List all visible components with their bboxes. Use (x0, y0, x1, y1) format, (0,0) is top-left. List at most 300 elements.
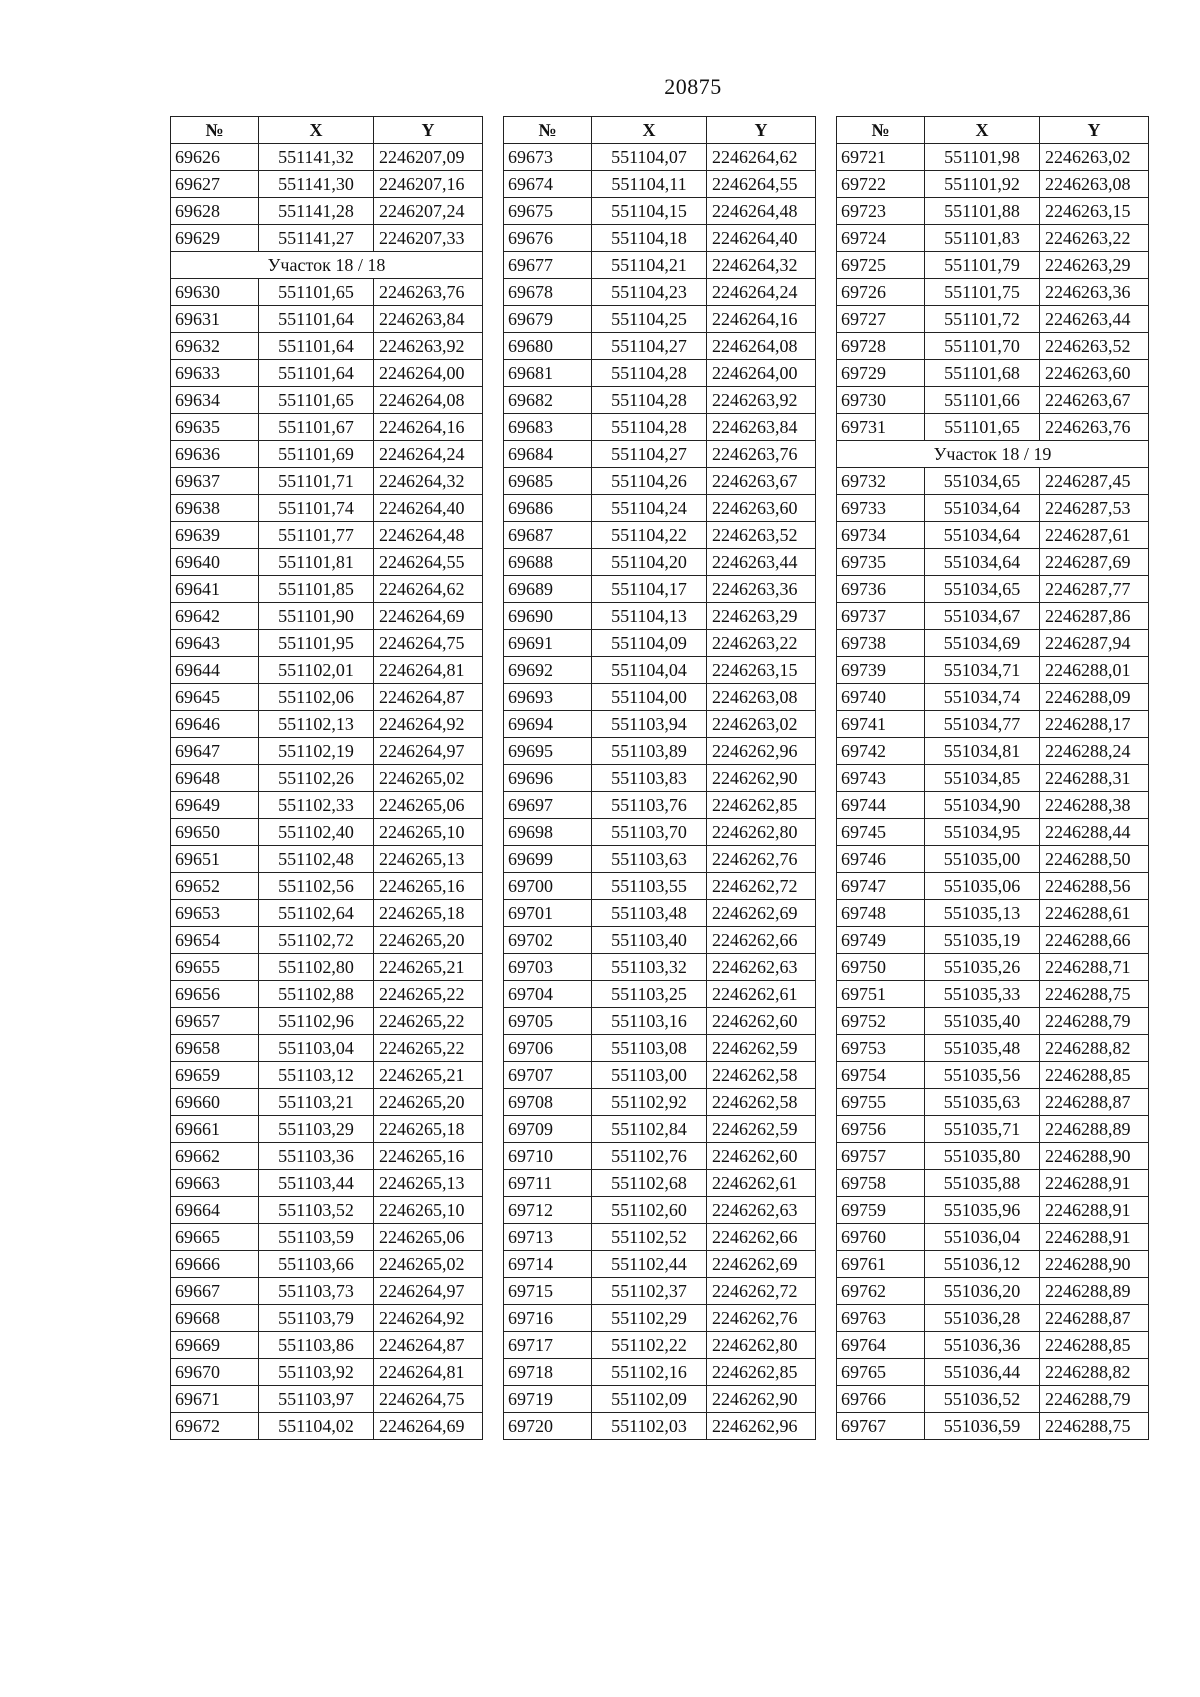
x-coordinate: 551104,09 (592, 630, 707, 657)
y-coordinate: 2246263,60 (707, 495, 816, 522)
point-number: 69661 (171, 1116, 259, 1143)
y-coordinate: 2246262,58 (707, 1089, 816, 1116)
x-coordinate: 551103,16 (592, 1008, 707, 1035)
x-coordinate: 551102,33 (259, 792, 374, 819)
x-coordinate: 551104,17 (592, 576, 707, 603)
x-coordinate: 551034,64 (925, 495, 1040, 522)
y-coordinate: 2246265,10 (374, 1197, 483, 1224)
x-coordinate: 551036,12 (925, 1251, 1040, 1278)
table-row (837, 576, 1149, 603)
table-row (504, 657, 816, 684)
x-coordinate: 551104,11 (592, 171, 707, 198)
y-coordinate: 2246287,53 (1040, 495, 1149, 522)
y-coordinate: 2246288,89 (1040, 1116, 1149, 1143)
x-coordinate: 551102,44 (592, 1251, 707, 1278)
y-coordinate: 2246288,09 (1040, 684, 1149, 711)
y-coordinate: 2246265,13 (374, 846, 483, 873)
table-row (504, 1224, 816, 1251)
y-coordinate: 2246288,87 (1040, 1305, 1149, 1332)
point-number: 69639 (171, 522, 259, 549)
x-coordinate: 551102,92 (592, 1089, 707, 1116)
x-coordinate: 551104,25 (592, 306, 707, 333)
point-number: 69697 (504, 792, 592, 819)
table-row (837, 1089, 1149, 1116)
table-row (837, 468, 1149, 495)
point-number: 69753 (837, 1035, 925, 1062)
point-number: 69750 (837, 954, 925, 981)
x-coordinate: 551104,00 (592, 684, 707, 711)
point-number: 69666 (171, 1251, 259, 1278)
y-coordinate: 2246263,44 (1040, 306, 1149, 333)
table-row (171, 1224, 483, 1251)
y-coordinate: 2246262,69 (707, 900, 816, 927)
point-number: 69707 (504, 1062, 592, 1089)
table-row (171, 1386, 483, 1413)
x-coordinate: 551103,48 (592, 900, 707, 927)
point-number: 69668 (171, 1305, 259, 1332)
x-coordinate: 551101,66 (925, 387, 1040, 414)
table-row (504, 360, 816, 387)
x-coordinate: 551102,03 (592, 1413, 707, 1440)
x-coordinate: 551101,90 (259, 603, 374, 630)
x-coordinate: 551101,77 (259, 522, 374, 549)
x-coordinate: 551104,20 (592, 549, 707, 576)
table-row (171, 1278, 483, 1305)
table-row (504, 603, 816, 630)
x-coordinate: 551103,08 (592, 1035, 707, 1062)
point-number: 69731 (837, 414, 925, 441)
section-row (837, 441, 1149, 468)
point-number: 69761 (837, 1251, 925, 1278)
table-row (837, 360, 1149, 387)
table-row (837, 1143, 1149, 1170)
x-coordinate: 551102,88 (259, 981, 374, 1008)
table-row (171, 387, 483, 414)
x-coordinate: 551034,81 (925, 738, 1040, 765)
table-row (837, 873, 1149, 900)
x-coordinate: 551102,72 (259, 927, 374, 954)
x-coordinate: 551034,90 (925, 792, 1040, 819)
y-coordinate: 2246264,75 (374, 630, 483, 657)
x-coordinate: 551035,56 (925, 1062, 1040, 1089)
table-row (837, 1332, 1149, 1359)
x-coordinate: 551034,65 (925, 468, 1040, 495)
x-coordinate: 551101,70 (925, 333, 1040, 360)
point-number: 69679 (504, 306, 592, 333)
point-number: 69627 (171, 171, 259, 198)
y-coordinate: 2246262,58 (707, 1062, 816, 1089)
y-coordinate: 2246263,15 (1040, 198, 1149, 225)
x-coordinate: 551102,40 (259, 819, 374, 846)
table-row (504, 1197, 816, 1224)
y-coordinate: 2246262,61 (707, 1170, 816, 1197)
point-number: 69732 (837, 468, 925, 495)
y-coordinate: 2246264,92 (374, 1305, 483, 1332)
table-row (837, 387, 1149, 414)
y-coordinate: 2246264,75 (374, 1386, 483, 1413)
point-number: 69671 (171, 1386, 259, 1413)
x-coordinate: 551034,64 (925, 522, 1040, 549)
point-number: 69720 (504, 1413, 592, 1440)
x-coordinate: 551101,75 (925, 279, 1040, 306)
header-row (504, 117, 816, 144)
table-row (837, 684, 1149, 711)
x-coordinate: 551101,65 (259, 279, 374, 306)
point-number: 69740 (837, 684, 925, 711)
point-number: 69641 (171, 576, 259, 603)
x-coordinate: 551035,63 (925, 1089, 1040, 1116)
table-row (171, 360, 483, 387)
x-coordinate: 551035,06 (925, 873, 1040, 900)
table-row (504, 900, 816, 927)
y-coordinate: 2246207,16 (374, 171, 483, 198)
point-number: 69725 (837, 252, 925, 279)
point-number: 69665 (171, 1224, 259, 1251)
x-coordinate: 551103,66 (259, 1251, 374, 1278)
table-row (171, 900, 483, 927)
y-coordinate: 2246263,60 (1040, 360, 1149, 387)
x-coordinate: 551103,40 (592, 927, 707, 954)
x-coordinate: 551103,59 (259, 1224, 374, 1251)
x-coordinate: 551101,69 (259, 441, 374, 468)
x-coordinate: 551102,96 (259, 1008, 374, 1035)
x-coordinate: 551141,30 (259, 171, 374, 198)
table-row (504, 684, 816, 711)
table-row (837, 630, 1149, 657)
x-coordinate: 551102,01 (259, 657, 374, 684)
x-coordinate: 551101,65 (259, 387, 374, 414)
y-coordinate: 2246288,87 (1040, 1089, 1149, 1116)
table-row (504, 630, 816, 657)
table-row (171, 1359, 483, 1386)
x-coordinate: 551104,22 (592, 522, 707, 549)
point-number: 69674 (504, 171, 592, 198)
x-coordinate: 551101,88 (925, 198, 1040, 225)
x-coordinate: 551036,36 (925, 1332, 1040, 1359)
y-coordinate: 2246264,32 (374, 468, 483, 495)
table-row (837, 171, 1149, 198)
point-number: 69723 (837, 198, 925, 225)
y-coordinate: 2246288,17 (1040, 711, 1149, 738)
y-coordinate: 2246263,36 (707, 576, 816, 603)
table-row (171, 279, 483, 306)
point-number: 69709 (504, 1116, 592, 1143)
point-number: 69747 (837, 873, 925, 900)
point-number: 69636 (171, 441, 259, 468)
y-coordinate: 2246207,33 (374, 225, 483, 252)
table-row (171, 333, 483, 360)
point-number: 69733 (837, 495, 925, 522)
table-body (504, 144, 816, 1440)
y-coordinate: 2246264,00 (374, 360, 483, 387)
y-coordinate: 2246262,85 (707, 1359, 816, 1386)
point-number: 69746 (837, 846, 925, 873)
point-number: 69664 (171, 1197, 259, 1224)
y-coordinate: 2246262,72 (707, 873, 816, 900)
x-coordinate: 551141,28 (259, 198, 374, 225)
x-coordinate: 551035,80 (925, 1143, 1040, 1170)
point-number: 69638 (171, 495, 259, 522)
table-row (171, 846, 483, 873)
point-number: 69646 (171, 711, 259, 738)
x-coordinate: 551104,28 (592, 360, 707, 387)
x-coordinate: 551101,65 (925, 414, 1040, 441)
y-coordinate: 2246264,81 (374, 1359, 483, 1386)
x-coordinate: 551101,68 (925, 360, 1040, 387)
x-coordinate: 551103,52 (259, 1197, 374, 1224)
table-row (837, 1251, 1149, 1278)
coordinates-table-2 (503, 116, 816, 1440)
y-coordinate: 2246288,91 (1040, 1197, 1149, 1224)
point-number: 69698 (504, 819, 592, 846)
x-coordinate: 551104,04 (592, 657, 707, 684)
table-row (504, 495, 816, 522)
y-coordinate: 2246207,24 (374, 198, 483, 225)
table-row (837, 711, 1149, 738)
point-number: 69764 (837, 1332, 925, 1359)
y-coordinate: 2246264,08 (707, 333, 816, 360)
y-coordinate: 2246265,22 (374, 981, 483, 1008)
table-row (837, 657, 1149, 684)
x-coordinate: 551036,52 (925, 1386, 1040, 1413)
x-coordinate: 551104,02 (259, 1413, 374, 1440)
table-row (504, 981, 816, 1008)
x-coordinate: 551141,27 (259, 225, 374, 252)
y-coordinate: 2246287,45 (1040, 468, 1149, 495)
table-row (171, 1170, 483, 1197)
y-coordinate: 2246265,18 (374, 900, 483, 927)
y-coordinate: 2246288,31 (1040, 765, 1149, 792)
table-row (837, 1008, 1149, 1035)
x-coordinate: 551102,60 (592, 1197, 707, 1224)
y-coordinate: 2246264,62 (707, 144, 816, 171)
y-coordinate: 2246263,02 (707, 711, 816, 738)
table-row (837, 819, 1149, 846)
x-coordinate: 551036,28 (925, 1305, 1040, 1332)
y-coordinate: 2246265,13 (374, 1170, 483, 1197)
point-number: 69724 (837, 225, 925, 252)
y-coordinate: 2246288,24 (1040, 738, 1149, 765)
y-coordinate: 2246288,75 (1040, 981, 1149, 1008)
header-y: Y (1040, 117, 1149, 144)
table-row (837, 1224, 1149, 1251)
header-row (171, 117, 483, 144)
header-y: Y (374, 117, 483, 144)
point-number: 69734 (837, 522, 925, 549)
y-coordinate: 2246288,66 (1040, 927, 1149, 954)
x-coordinate: 551101,71 (259, 468, 374, 495)
point-number: 69643 (171, 630, 259, 657)
y-coordinate: 2246263,67 (1040, 387, 1149, 414)
y-coordinate: 2246264,62 (374, 576, 483, 603)
table-row (504, 468, 816, 495)
table-row (504, 306, 816, 333)
x-coordinate: 551101,98 (925, 144, 1040, 171)
y-coordinate: 2246288,91 (1040, 1224, 1149, 1251)
table-row (504, 711, 816, 738)
point-number: 69651 (171, 846, 259, 873)
table-row (171, 954, 483, 981)
x-coordinate: 551102,64 (259, 900, 374, 927)
point-number: 69714 (504, 1251, 592, 1278)
y-coordinate: 2246264,87 (374, 684, 483, 711)
table-row (504, 1170, 816, 1197)
x-coordinate: 551103,32 (592, 954, 707, 981)
y-coordinate: 2246263,22 (707, 630, 816, 657)
table-row (171, 792, 483, 819)
y-coordinate: 2246263,76 (1040, 414, 1149, 441)
table-row (837, 792, 1149, 819)
table-row (171, 1062, 483, 1089)
point-number: 69662 (171, 1143, 259, 1170)
x-coordinate: 551101,81 (259, 549, 374, 576)
table-row (171, 1305, 483, 1332)
table-row (504, 1062, 816, 1089)
y-coordinate: 2246264,97 (374, 1278, 483, 1305)
point-number: 69626 (171, 144, 259, 171)
table-row (837, 1305, 1149, 1332)
table-row (171, 576, 483, 603)
y-coordinate: 2246288,50 (1040, 846, 1149, 873)
x-coordinate: 551036,20 (925, 1278, 1040, 1305)
point-number: 69650 (171, 819, 259, 846)
x-coordinate: 551141,32 (259, 144, 374, 171)
x-coordinate: 551102,19 (259, 738, 374, 765)
point-number: 69702 (504, 927, 592, 954)
table-row (837, 738, 1149, 765)
point-number: 69722 (837, 171, 925, 198)
x-coordinate: 551035,96 (925, 1197, 1040, 1224)
table-row (504, 441, 816, 468)
table-row (504, 576, 816, 603)
x-coordinate: 551034,65 (925, 576, 1040, 603)
table-row (171, 441, 483, 468)
y-coordinate: 2246263,76 (374, 279, 483, 306)
table-row (837, 1035, 1149, 1062)
table-row (171, 1116, 483, 1143)
y-coordinate: 2246262,90 (707, 765, 816, 792)
table-row (504, 1305, 816, 1332)
table-row (171, 225, 483, 252)
point-number: 69767 (837, 1413, 925, 1440)
y-coordinate: 2246263,84 (707, 414, 816, 441)
header-x: X (259, 117, 374, 144)
table-row (837, 279, 1149, 306)
y-coordinate: 2246264,48 (707, 198, 816, 225)
y-coordinate: 2246265,16 (374, 873, 483, 900)
x-coordinate: 551104,21 (592, 252, 707, 279)
point-number: 69683 (504, 414, 592, 441)
point-number: 69644 (171, 657, 259, 684)
y-coordinate: 2246265,06 (374, 1224, 483, 1251)
table-row (171, 1197, 483, 1224)
y-coordinate: 2246288,01 (1040, 657, 1149, 684)
y-coordinate: 2246263,29 (1040, 252, 1149, 279)
table-row (171, 171, 483, 198)
y-coordinate: 2246262,66 (707, 1224, 816, 1251)
y-coordinate: 2246263,52 (1040, 333, 1149, 360)
x-coordinate: 551034,77 (925, 711, 1040, 738)
y-coordinate: 2246288,85 (1040, 1332, 1149, 1359)
x-coordinate: 551103,36 (259, 1143, 374, 1170)
y-coordinate: 2246262,80 (707, 1332, 816, 1359)
point-number: 69629 (171, 225, 259, 252)
point-number: 69712 (504, 1197, 592, 1224)
table-row (171, 468, 483, 495)
table-row (171, 1089, 483, 1116)
x-coordinate: 551035,33 (925, 981, 1040, 1008)
table-row (837, 1278, 1149, 1305)
point-number: 69742 (837, 738, 925, 765)
x-coordinate: 551103,92 (259, 1359, 374, 1386)
x-coordinate: 551102,16 (592, 1359, 707, 1386)
table-row (504, 1251, 816, 1278)
y-coordinate: 2246262,85 (707, 792, 816, 819)
x-coordinate: 551104,23 (592, 279, 707, 306)
table-row (171, 549, 483, 576)
x-coordinate: 551104,13 (592, 603, 707, 630)
point-number: 69687 (504, 522, 592, 549)
table-row (504, 144, 816, 171)
table-row (171, 1143, 483, 1170)
x-coordinate: 551103,63 (592, 846, 707, 873)
table-row (504, 522, 816, 549)
header-number: № (504, 117, 592, 144)
y-coordinate: 2246287,77 (1040, 576, 1149, 603)
y-coordinate: 2246264,69 (374, 603, 483, 630)
x-coordinate: 551101,64 (259, 360, 374, 387)
header-row (837, 117, 1149, 144)
point-number: 69637 (171, 468, 259, 495)
point-number: 69673 (504, 144, 592, 171)
point-number: 69735 (837, 549, 925, 576)
point-number: 69694 (504, 711, 592, 738)
x-coordinate: 551103,44 (259, 1170, 374, 1197)
point-number: 69730 (837, 387, 925, 414)
x-coordinate: 551036,04 (925, 1224, 1040, 1251)
x-coordinate: 551101,83 (925, 225, 1040, 252)
table-row (504, 1143, 816, 1170)
table-row (837, 1413, 1149, 1440)
y-coordinate: 2246262,60 (707, 1008, 816, 1035)
y-coordinate: 2246264,81 (374, 657, 483, 684)
x-coordinate: 551034,69 (925, 630, 1040, 657)
point-number: 69745 (837, 819, 925, 846)
point-number: 69705 (504, 1008, 592, 1035)
y-coordinate: 2246262,96 (707, 1413, 816, 1440)
point-number: 69676 (504, 225, 592, 252)
x-coordinate: 551034,74 (925, 684, 1040, 711)
table-row (504, 171, 816, 198)
point-number: 69682 (504, 387, 592, 414)
y-coordinate: 2246265,16 (374, 1143, 483, 1170)
point-number: 69652 (171, 873, 259, 900)
point-number: 69721 (837, 144, 925, 171)
header-y: Y (707, 117, 816, 144)
x-coordinate: 551102,13 (259, 711, 374, 738)
table-row (171, 1008, 483, 1035)
y-coordinate: 2246265,10 (374, 819, 483, 846)
point-number: 69640 (171, 549, 259, 576)
point-number: 69677 (504, 252, 592, 279)
table-row (837, 198, 1149, 225)
point-number: 69693 (504, 684, 592, 711)
point-number: 69729 (837, 360, 925, 387)
coordinates-table-1 (170, 116, 483, 1440)
x-coordinate: 551102,22 (592, 1332, 707, 1359)
x-coordinate: 551103,97 (259, 1386, 374, 1413)
point-number: 69738 (837, 630, 925, 657)
